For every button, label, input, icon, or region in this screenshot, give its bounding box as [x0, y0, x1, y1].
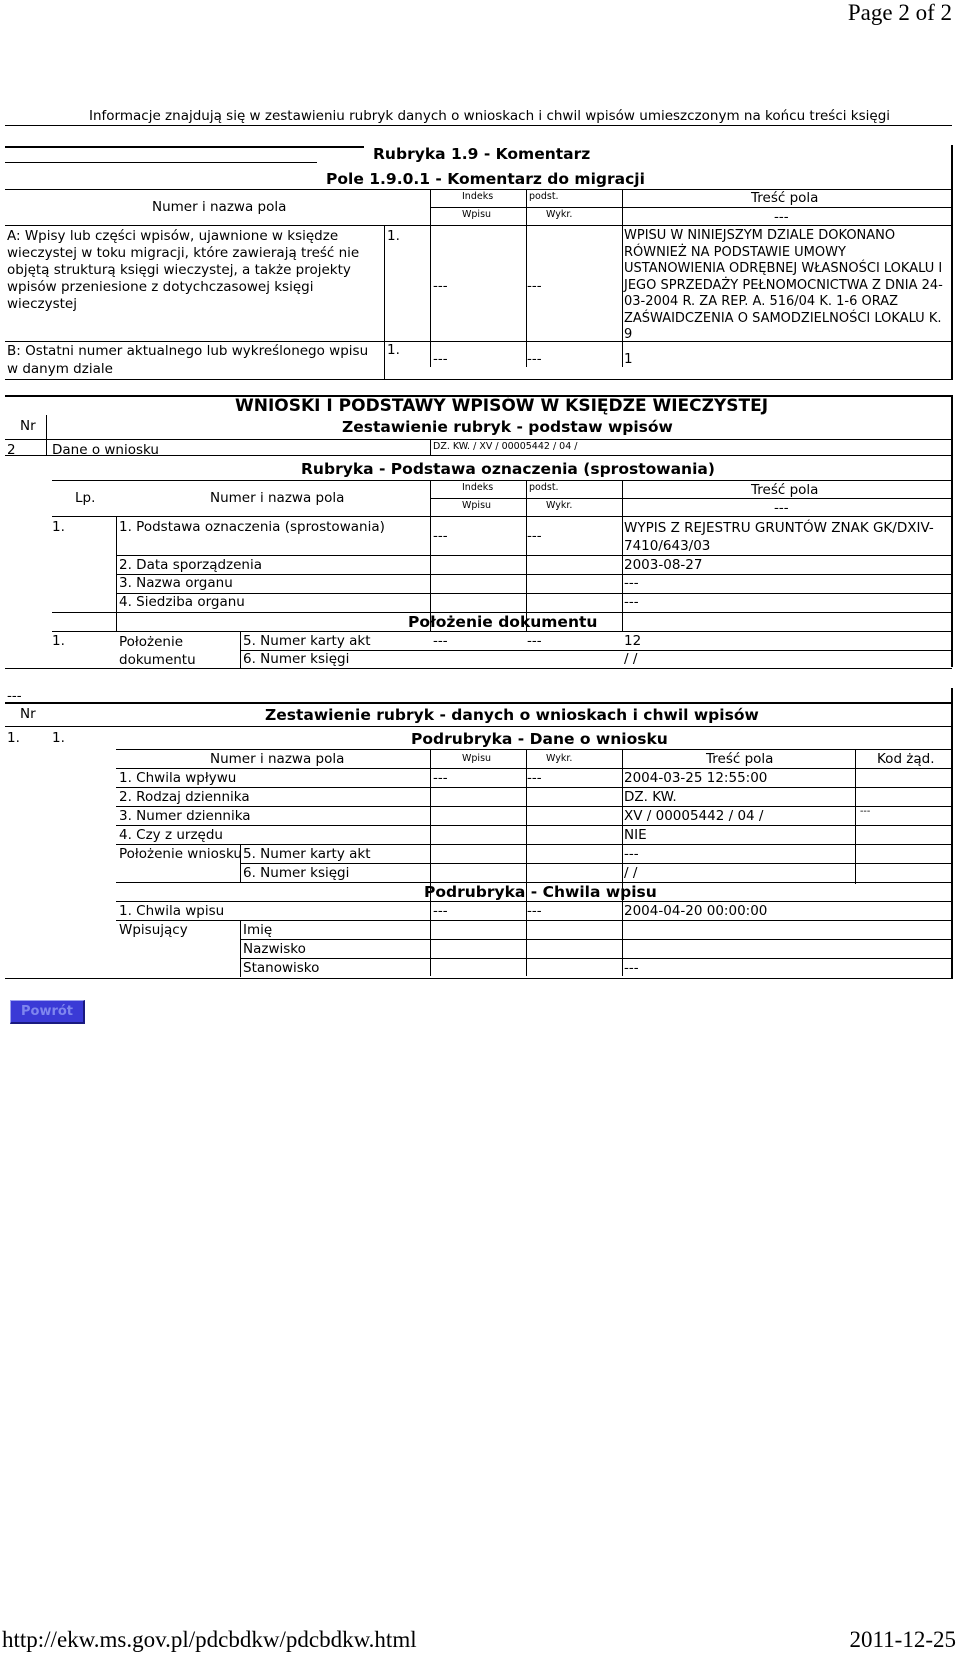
f1-label: 1. Podstawa oznaczenia (sprostowania) — [119, 519, 385, 535]
stanowisko-value: --- — [624, 960, 639, 976]
col-wykr-header-3: Wykr. — [546, 753, 573, 764]
f4-label: 4. Siedziba organu — [119, 594, 245, 610]
powrot-button[interactable]: Powrót — [10, 1000, 85, 1024]
col-podst-header: podst. — [529, 191, 559, 202]
stanowisko: Stanowisko — [243, 960, 320, 976]
col-lp-header: Lp. — [75, 490, 96, 506]
dane-value: DZ. KW. / XV / 00005442 / 04 / — [433, 441, 578, 452]
f5-wpisu: --- — [433, 633, 448, 649]
col-tresc-header-2: Treść pola — [751, 482, 819, 498]
footer-url: http://ekw.ms.gov.pl/pdcbdkw/pdcbdkw.html — [2, 1627, 417, 1652]
page-number: Page 2 of 2 — [847, 0, 952, 25]
f3-value: --- — [624, 575, 639, 591]
f5-wykr: --- — [527, 633, 542, 649]
f6-value: / / — [624, 651, 638, 667]
row-b-num: 1. — [387, 342, 400, 358]
wnioski-subtitle: Zestawienie rubryk - podstaw wpisów — [342, 418, 673, 436]
f3-label: 3. Nazwa organu — [119, 575, 233, 591]
c-f1-wpisu: --- — [433, 770, 448, 786]
col-wpisu-header-3: Wpisu — [462, 753, 492, 764]
lp-2: 1. — [52, 633, 65, 649]
c-f5-label: 5. Numer karty akt — [243, 846, 371, 862]
col-tresc-header: Treść pola — [751, 190, 819, 206]
c-f2-value: DZ. KW. — [624, 789, 677, 805]
col-wykr-header-2: Wykr. — [546, 500, 573, 511]
col-name-header-2: Numer i nazwa pola — [210, 490, 345, 506]
polozenie-title: Położenie dokumentu — [408, 613, 598, 631]
f1-wpisu: --- — [433, 528, 448, 544]
c-f1-label: 1. Chwila wpływu — [119, 770, 237, 786]
c-f3-kod: --- — [860, 806, 871, 817]
nazwisko: Nazwisko — [243, 941, 306, 957]
c-f6-label: 6. Numer księgi — [243, 865, 350, 881]
rubryka-title: Rubryka 1.9 - Komentarz — [373, 145, 591, 163]
g1-wpisu: --- — [433, 903, 448, 919]
c-f3-label: 3. Numer dziennika — [119, 808, 251, 824]
footer-date: 2011-12-25 — [849, 1627, 956, 1652]
row-num-b: 1. — [52, 730, 65, 746]
f1-value: WYPIS Z REJESTRU GRUNTÓW ZNAK GK/DXIV-7410/643/03 — [624, 520, 934, 554]
row-b-wpisu: --- — [433, 351, 448, 367]
f2-value: 2003-08-27 — [624, 557, 703, 573]
header-dash-2: --- — [774, 500, 789, 516]
f2-label: 2. Data sporządzenia — [119, 557, 263, 573]
podrubryka-chwila: Podrubryka - Chwila wpisu — [424, 883, 657, 901]
col-name-header: Numer i nazwa pola — [152, 199, 287, 215]
col-tresc-header-3: Treść pola — [706, 751, 774, 767]
g1-wykr: --- — [527, 903, 542, 919]
c-f1-wykr: --- — [527, 770, 542, 786]
row-b-wykr: --- — [527, 351, 542, 367]
wnioski-title: WNIOSKI I PODSTAWY WPISÓW W KSIĘDZE WIECZYSTEJ — [235, 396, 769, 416]
divider — [5, 125, 952, 126]
nr-header-2: Nr — [20, 706, 36, 722]
f5-label: 5. Numer karty akt — [243, 633, 371, 649]
lp-1: 1. — [52, 519, 65, 535]
polozenie-label: Położenie dokumentu — [119, 634, 196, 668]
row-b-label: B: Ostatni numer aktualnego lub wykreślonego wpisu w danym dziale — [7, 343, 369, 377]
row-a-value: WPISU W NINIEJSZYM DZIALE DOKONANO RÓWNIEŻ NA PODSTAWIE UMOWY USTANOWIENIA ODRĘBNEJ WŁASNOŚCI LOKALU I JEGO SPRZEDAŻY PEŁNOMOCNICTWA Z DNIA 24-03-2004 R. ZA REP. A. 516/04 K. 1-6 ORAZ ZAŚWAIDCZENIA O SAMODZIELNOŚCI LOKALU K. 9 — [624, 228, 943, 342]
row-num-a: 1. — [7, 730, 20, 746]
header-dash: --- — [774, 209, 789, 225]
rubryka-podstawa-title: Rubryka - Podstawa oznaczenia (sprostowania) — [301, 460, 715, 478]
col-kod-header: Kod żąd. — [877, 751, 935, 767]
col-wpisu-header: Wpisu — [462, 209, 492, 220]
podrubryka-dane: Podrubryka - Dane o wniosku — [411, 730, 668, 748]
imie: Imię — [243, 922, 273, 938]
f5-value: 12 — [624, 633, 642, 649]
info-line: Informacje znajdują się w zestawieniu rubryk danych o wnioskach i chwil wpisów umieszczonym na końcu treści księgi — [89, 108, 891, 124]
row-a-label: A: Wpisy lub części wpisów, ujawnione w księdze wieczystej w toku migracji, które zawierają treść nie objętą strukturą księgi wieczystej, a także projekty wpisów przeniesione z dotychczasowej księgi wieczystej — [7, 228, 360, 312]
row-a-num: 1. — [387, 228, 400, 244]
c-f1-value: 2004-03-25 12:55:00 — [624, 770, 768, 786]
chwile-dash: --- — [7, 688, 22, 704]
dane-o-wniosku: Dane o wniosku — [52, 442, 159, 458]
c-f4-value: NIE — [624, 827, 647, 843]
row-a-wykr: --- — [527, 278, 542, 294]
f1-wykr: --- — [527, 528, 542, 544]
chwile-subtitle: Zestawienie rubryk - danych o wnioskach i chwil wpisów — [265, 706, 759, 724]
polozenie-wniosku: Położenie wniosku — [119, 846, 242, 862]
pole-title: Pole 1.9.0.1 - Komentarz do migracji — [326, 170, 645, 188]
nr-header: Nr — [20, 418, 36, 434]
f4-value: --- — [624, 594, 639, 610]
c-f3-value: XV / 00005442 / 04 / — [624, 808, 764, 824]
col-wpisu-header-2: Wpisu — [462, 500, 492, 511]
col-indeks-header-2: Indeks — [462, 482, 494, 493]
row-a-wpisu: --- — [433, 278, 448, 294]
col-wykr-header: Wykr. — [546, 209, 573, 220]
col-indeks-header: Indeks — [462, 191, 494, 202]
col-podst-header-2: podst. — [529, 482, 559, 493]
c-f6-value: / / — [624, 865, 638, 881]
c-f4-label: 4. Czy z urzędu — [119, 827, 223, 843]
col-name-header-3: Numer i nazwa pola — [210, 751, 345, 767]
wpisujacy: Wpisujący — [119, 922, 188, 938]
f6-label: 6. Numer księgi — [243, 651, 350, 667]
row-nr: 2 — [7, 442, 16, 458]
c-f5-value: --- — [624, 846, 639, 862]
g1-label: 1. Chwila wpisu — [119, 903, 225, 919]
row-b-value: 1 — [624, 351, 633, 367]
g1-value: 2004-04-20 00:00:00 — [624, 903, 768, 919]
c-f2-label: 2. Rodzaj dziennika — [119, 789, 250, 805]
